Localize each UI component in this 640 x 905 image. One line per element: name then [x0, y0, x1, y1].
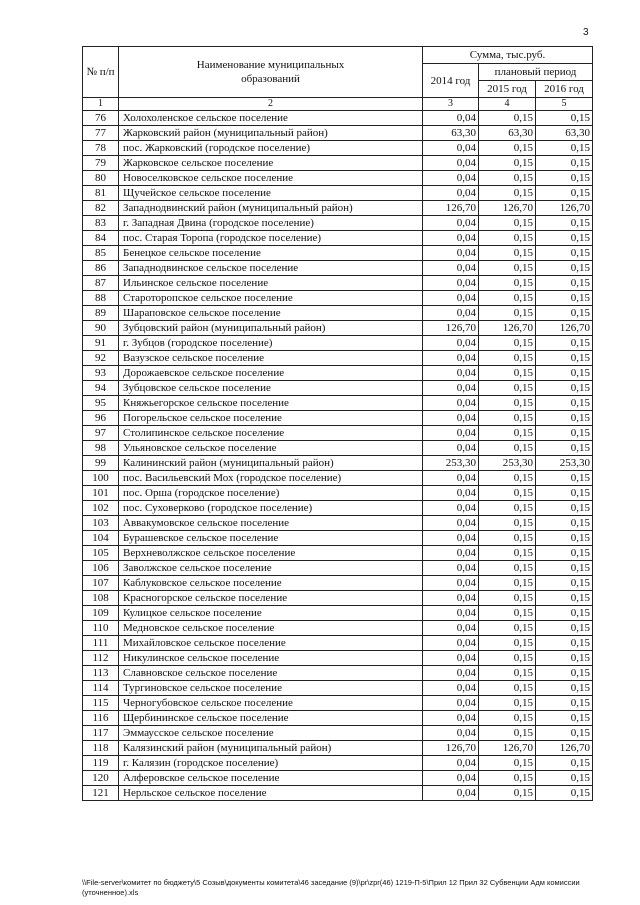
- table-row: [83, 531, 593, 546]
- value-2015: 0,15: [479, 156, 536, 171]
- value-2015: 126,70: [479, 321, 536, 336]
- value-2016: 0,15: [536, 486, 593, 501]
- header-2016: 2016 год: [536, 81, 593, 98]
- table-row: [83, 156, 593, 171]
- header-num: № п/п: [83, 47, 119, 98]
- value-2016: 0,15: [536, 156, 593, 171]
- row-name: Бурашевское сельское поселение: [119, 531, 423, 546]
- value-2015: 0,15: [479, 336, 536, 351]
- row-name: Зубцовский район (муниципальный район): [119, 321, 423, 336]
- value-2015: 0,15: [479, 591, 536, 606]
- row-number: 100: [83, 471, 119, 486]
- table-row: [83, 501, 593, 516]
- table-row: [83, 726, 593, 741]
- value-2016: 126,70: [536, 321, 593, 336]
- row-number: 107: [83, 576, 119, 591]
- row-number: 112: [83, 651, 119, 666]
- value-2015: 0,15: [479, 186, 536, 201]
- value-2015: 0,15: [479, 786, 536, 801]
- table-row: [83, 741, 593, 756]
- value-2014: 0,04: [423, 351, 479, 366]
- value-2015: 0,15: [479, 696, 536, 711]
- row-name: Кулицкое сельское поселение: [119, 606, 423, 621]
- row-name: Тургиновское сельское поселение: [119, 681, 423, 696]
- row-number: 114: [83, 681, 119, 696]
- value-2015: 0,15: [479, 246, 536, 261]
- value-2016: 0,15: [536, 576, 593, 591]
- row-name: Аввакумовское сельское поселение: [119, 516, 423, 531]
- value-2015: 0,15: [479, 471, 536, 486]
- value-2016: 0,15: [536, 216, 593, 231]
- table-row: [83, 276, 593, 291]
- table-row: [83, 666, 593, 681]
- column-index: 1: [83, 98, 119, 111]
- row-name: Бенецкое сельское поселение: [119, 246, 423, 261]
- row-name: Медновское сельское поселение: [119, 621, 423, 636]
- row-name: Ильинское сельское поселение: [119, 276, 423, 291]
- value-2015: 126,70: [479, 201, 536, 216]
- row-number: 101: [83, 486, 119, 501]
- value-2014: 0,04: [423, 711, 479, 726]
- value-2016: 0,15: [536, 141, 593, 156]
- table-row: [83, 171, 593, 186]
- row-number: 119: [83, 756, 119, 771]
- row-name: Жарковский район (муниципальный район): [119, 126, 423, 141]
- table-row: [83, 636, 593, 651]
- value-2016: 0,15: [536, 171, 593, 186]
- table-row: [83, 756, 593, 771]
- row-name: Холохоленское сельское поселение: [119, 111, 423, 126]
- value-2014: 0,04: [423, 531, 479, 546]
- value-2015: 0,15: [479, 726, 536, 741]
- value-2015: 0,15: [479, 756, 536, 771]
- header-sum: Сумма, тыс.руб.: [423, 47, 593, 64]
- row-name: г. Западная Двина (городское поселение): [119, 216, 423, 231]
- value-2016: 0,15: [536, 636, 593, 651]
- row-number: 93: [83, 366, 119, 381]
- value-2016: 0,15: [536, 726, 593, 741]
- value-2016: 0,15: [536, 111, 593, 126]
- table-row: [83, 201, 593, 216]
- table-row: [83, 186, 593, 201]
- value-2014: 0,04: [423, 726, 479, 741]
- value-2014: 0,04: [423, 621, 479, 636]
- row-name: Погорельское сельское поселение: [119, 411, 423, 426]
- row-name: Славновское сельское поселение: [119, 666, 423, 681]
- table-row: [83, 606, 593, 621]
- row-number: 121: [83, 786, 119, 801]
- row-name: Алферовское сельское поселение: [119, 771, 423, 786]
- table-row: [83, 771, 593, 786]
- value-2014: 0,04: [423, 111, 479, 126]
- value-2014: 0,04: [423, 486, 479, 501]
- value-2015: 0,15: [479, 606, 536, 621]
- value-2016: 0,15: [536, 696, 593, 711]
- value-2015: 0,15: [479, 426, 536, 441]
- value-2014: 0,04: [423, 366, 479, 381]
- value-2015: 0,15: [479, 636, 536, 651]
- value-2014: 0,04: [423, 231, 479, 246]
- value-2014: 0,04: [423, 471, 479, 486]
- value-2014: 0,04: [423, 576, 479, 591]
- value-2015: 253,30: [479, 456, 536, 471]
- table-row: [83, 396, 593, 411]
- table-row: [83, 711, 593, 726]
- row-number: 108: [83, 591, 119, 606]
- table-row: [83, 216, 593, 231]
- value-2016: 0,15: [536, 546, 593, 561]
- value-2016: 0,15: [536, 531, 593, 546]
- value-2015: 0,15: [479, 231, 536, 246]
- value-2016: 0,15: [536, 246, 593, 261]
- value-2014: 0,04: [423, 246, 479, 261]
- row-number: 117: [83, 726, 119, 741]
- value-2015: 0,15: [479, 381, 536, 396]
- table-row: [83, 141, 593, 156]
- value-2014: 0,04: [423, 216, 479, 231]
- value-2014: 0,04: [423, 306, 479, 321]
- value-2014: 0,04: [423, 396, 479, 411]
- table-body: [83, 111, 593, 801]
- column-index: 3: [423, 98, 479, 111]
- row-name: г. Калязин (городское поселение): [119, 756, 423, 771]
- row-name: Верхневолжское сельское поселение: [119, 546, 423, 561]
- value-2016: 0,15: [536, 621, 593, 636]
- value-2014: 0,04: [423, 291, 479, 306]
- row-name: Шараповское сельское поселение: [119, 306, 423, 321]
- value-2014: 0,04: [423, 591, 479, 606]
- value-2014: 0,04: [423, 426, 479, 441]
- value-2016: 0,15: [536, 771, 593, 786]
- row-name: Калининский район (муниципальный район): [119, 456, 423, 471]
- row-number: 79: [83, 156, 119, 171]
- row-number: 85: [83, 246, 119, 261]
- row-number: 82: [83, 201, 119, 216]
- header-name: Наименование муниципальных образований: [119, 47, 423, 98]
- value-2014: 0,04: [423, 666, 479, 681]
- column-index: 5: [536, 98, 593, 111]
- value-2016: 0,15: [536, 561, 593, 576]
- value-2015: 0,15: [479, 141, 536, 156]
- value-2015: 0,15: [479, 651, 536, 666]
- table-row: [83, 561, 593, 576]
- row-number: 110: [83, 621, 119, 636]
- value-2016: 0,15: [536, 501, 593, 516]
- value-2016: 253,30: [536, 456, 593, 471]
- row-name: Княжьегорское сельское поселение: [119, 396, 423, 411]
- row-number: 89: [83, 306, 119, 321]
- table-row: [83, 261, 593, 276]
- value-2015: 0,15: [479, 261, 536, 276]
- value-2016: 0,15: [536, 756, 593, 771]
- value-2016: 0,15: [536, 591, 593, 606]
- value-2015: 0,15: [479, 441, 536, 456]
- table-row: [83, 126, 593, 141]
- table-row: [83, 456, 593, 471]
- row-name: Зубцовское сельское поселение: [119, 381, 423, 396]
- row-number: 91: [83, 336, 119, 351]
- value-2016: 0,15: [536, 711, 593, 726]
- row-name: пос. Старая Торопа (городское поселение): [119, 231, 423, 246]
- value-2015: 63,30: [479, 126, 536, 141]
- row-number: 102: [83, 501, 119, 516]
- value-2015: 0,15: [479, 411, 536, 426]
- table-row: [83, 576, 593, 591]
- value-2015: 0,15: [479, 771, 536, 786]
- value-2014: 63,30: [423, 126, 479, 141]
- value-2015: 0,15: [479, 291, 536, 306]
- row-name: Новоселковское сельское поселение: [119, 171, 423, 186]
- value-2016: 126,70: [536, 741, 593, 756]
- row-name: Столипинское сельское поселение: [119, 426, 423, 441]
- row-name: пос. Орша (городское поселение): [119, 486, 423, 501]
- table-row: [83, 411, 593, 426]
- value-2015: 0,15: [479, 666, 536, 681]
- value-2016: 0,15: [536, 231, 593, 246]
- value-2016: 0,15: [536, 411, 593, 426]
- value-2014: 0,04: [423, 636, 479, 651]
- table-row: [83, 381, 593, 396]
- value-2014: 0,04: [423, 786, 479, 801]
- table-row: [83, 591, 593, 606]
- value-2014: 0,04: [423, 261, 479, 276]
- header-2014: 2014 год: [423, 64, 479, 98]
- value-2014: 126,70: [423, 741, 479, 756]
- row-number: 77: [83, 126, 119, 141]
- value-2016: 0,15: [536, 651, 593, 666]
- table-row: [83, 321, 593, 336]
- table-row: [83, 546, 593, 561]
- value-2014: 0,04: [423, 606, 479, 621]
- value-2016: 0,15: [536, 381, 593, 396]
- row-number: 104: [83, 531, 119, 546]
- row-name: Западнодвинское сельское поселение: [119, 261, 423, 276]
- row-name: Щучейское сельское поселение: [119, 186, 423, 201]
- row-number: 118: [83, 741, 119, 756]
- value-2016: 63,30: [536, 126, 593, 141]
- value-2015: 0,15: [479, 711, 536, 726]
- value-2015: 0,15: [479, 681, 536, 696]
- row-name: пос. Васильевский Мох (городское поселение): [119, 471, 423, 486]
- table-row: [83, 306, 593, 321]
- table-row: [83, 681, 593, 696]
- row-number: 83: [83, 216, 119, 231]
- value-2016: 0,15: [536, 681, 593, 696]
- value-2014: 0,04: [423, 756, 479, 771]
- value-2016: 0,15: [536, 786, 593, 801]
- column-index: 4: [479, 98, 536, 111]
- row-name: Никулинское сельское поселение: [119, 651, 423, 666]
- value-2014: 253,30: [423, 456, 479, 471]
- row-name: Эммаусское сельское поселение: [119, 726, 423, 741]
- row-name: Западнодвинский район (муниципальный район): [119, 201, 423, 216]
- row-number: 87: [83, 276, 119, 291]
- row-number: 116: [83, 711, 119, 726]
- value-2014: 0,04: [423, 681, 479, 696]
- table-row: [83, 111, 593, 126]
- value-2016: 0,15: [536, 366, 593, 381]
- value-2014: 126,70: [423, 321, 479, 336]
- value-2014: 0,04: [423, 381, 479, 396]
- value-2015: 0,15: [479, 216, 536, 231]
- value-2014: 0,04: [423, 411, 479, 426]
- row-number: 99: [83, 456, 119, 471]
- row-number: 115: [83, 696, 119, 711]
- value-2016: 0,15: [536, 396, 593, 411]
- value-2016: 126,70: [536, 201, 593, 216]
- row-number: 98: [83, 441, 119, 456]
- row-name: Михайловское сельское поселение: [119, 636, 423, 651]
- value-2014: 0,04: [423, 186, 479, 201]
- row-number: 113: [83, 666, 119, 681]
- row-name: пос. Жарковский (городское поселение): [119, 141, 423, 156]
- value-2016: 0,15: [536, 426, 593, 441]
- value-2014: 0,04: [423, 546, 479, 561]
- table-row: [83, 336, 593, 351]
- value-2014: 0,04: [423, 441, 479, 456]
- value-2016: 0,15: [536, 291, 593, 306]
- column-index-row: [83, 98, 593, 111]
- value-2015: 0,15: [479, 621, 536, 636]
- value-2016: 0,15: [536, 276, 593, 291]
- value-2015: 126,70: [479, 741, 536, 756]
- row-number: 97: [83, 426, 119, 441]
- table-row: [83, 441, 593, 456]
- value-2015: 0,15: [479, 486, 536, 501]
- row-name: Жарковское сельское поселение: [119, 156, 423, 171]
- value-2016: 0,15: [536, 261, 593, 276]
- row-number: 88: [83, 291, 119, 306]
- table-row: [83, 351, 593, 366]
- value-2015: 0,15: [479, 396, 536, 411]
- row-number: 94: [83, 381, 119, 396]
- file-path-footer: \\File-server\комитет по бюджету\5 Созыв\документы комитета\46 заседание (9)\pr\zpr(46) 1219-П-5\Прил 12 Прил 32 Субвенции Адм комиссии (уточненное).xls: [82, 878, 580, 897]
- table-row: [83, 786, 593, 801]
- row-number: 95: [83, 396, 119, 411]
- value-2016: 0,15: [536, 666, 593, 681]
- header-2015: 2015 год: [479, 81, 536, 98]
- table-row: [83, 231, 593, 246]
- row-name: Красногорское сельское поселение: [119, 591, 423, 606]
- table-row: [83, 621, 593, 636]
- table-row: [83, 426, 593, 441]
- value-2015: 0,15: [479, 306, 536, 321]
- value-2014: 0,04: [423, 276, 479, 291]
- row-number: 120: [83, 771, 119, 786]
- row-name: Черногубовское сельское поселение: [119, 696, 423, 711]
- row-name: Нерльское сельское поселение: [119, 786, 423, 801]
- value-2015: 0,15: [479, 366, 536, 381]
- subvention-table: [82, 46, 593, 801]
- value-2015: 0,15: [479, 531, 536, 546]
- value-2014: 0,04: [423, 771, 479, 786]
- table-row: [83, 246, 593, 261]
- value-2016: 0,15: [536, 351, 593, 366]
- row-name: Ульяновское сельское поселение: [119, 441, 423, 456]
- value-2015: 0,15: [479, 561, 536, 576]
- row-name: Дорожаевское сельское поселение: [119, 366, 423, 381]
- row-number: 109: [83, 606, 119, 621]
- row-name: Вазузское сельское поселение: [119, 351, 423, 366]
- value-2015: 0,15: [479, 501, 536, 516]
- row-name: пос. Суховерково (городское поселение): [119, 501, 423, 516]
- page-number: 3: [583, 27, 589, 38]
- row-number: 105: [83, 546, 119, 561]
- row-number: 84: [83, 231, 119, 246]
- header-plan-period: плановый период: [479, 64, 593, 81]
- row-number: 81: [83, 186, 119, 201]
- value-2016: 0,15: [536, 336, 593, 351]
- row-number: 111: [83, 636, 119, 651]
- value-2016: 0,15: [536, 441, 593, 456]
- row-number: 106: [83, 561, 119, 576]
- value-2014: 0,04: [423, 651, 479, 666]
- value-2015: 0,15: [479, 516, 536, 531]
- value-2016: 0,15: [536, 471, 593, 486]
- row-number: 86: [83, 261, 119, 276]
- value-2014: 0,04: [423, 516, 479, 531]
- row-number: 103: [83, 516, 119, 531]
- row-name: Калязинский район (муниципальный район): [119, 741, 423, 756]
- value-2016: 0,15: [536, 516, 593, 531]
- value-2015: 0,15: [479, 576, 536, 591]
- value-2014: 0,04: [423, 561, 479, 576]
- column-index: 2: [119, 98, 423, 111]
- row-number: 78: [83, 141, 119, 156]
- row-number: 92: [83, 351, 119, 366]
- table-row: [83, 651, 593, 666]
- value-2014: 0,04: [423, 696, 479, 711]
- value-2015: 0,15: [479, 351, 536, 366]
- row-name: г. Зубцов (городское поселение): [119, 336, 423, 351]
- value-2014: 0,04: [423, 336, 479, 351]
- value-2014: 0,04: [423, 141, 479, 156]
- value-2014: 126,70: [423, 201, 479, 216]
- value-2014: 0,04: [423, 171, 479, 186]
- value-2014: 0,04: [423, 501, 479, 516]
- value-2016: 0,15: [536, 186, 593, 201]
- table-row: [83, 471, 593, 486]
- value-2015: 0,15: [479, 171, 536, 186]
- row-name: Староторопское сельское поселение: [119, 291, 423, 306]
- row-number: 90: [83, 321, 119, 336]
- row-number: 80: [83, 171, 119, 186]
- table-row: [83, 516, 593, 531]
- table-row: [83, 696, 593, 711]
- table-row: [83, 291, 593, 306]
- value-2016: 0,15: [536, 306, 593, 321]
- table-row: [83, 366, 593, 381]
- table-row: [83, 486, 593, 501]
- value-2014: 0,04: [423, 156, 479, 171]
- row-number: 76: [83, 111, 119, 126]
- value-2015: 0,15: [479, 546, 536, 561]
- value-2015: 0,15: [479, 276, 536, 291]
- row-name: Каблуковское сельское поселение: [119, 576, 423, 591]
- row-name: Заволжское сельское поселение: [119, 561, 423, 576]
- value-2016: 0,15: [536, 606, 593, 621]
- row-number: 96: [83, 411, 119, 426]
- value-2015: 0,15: [479, 111, 536, 126]
- row-name: Щербининское сельское поселение: [119, 711, 423, 726]
